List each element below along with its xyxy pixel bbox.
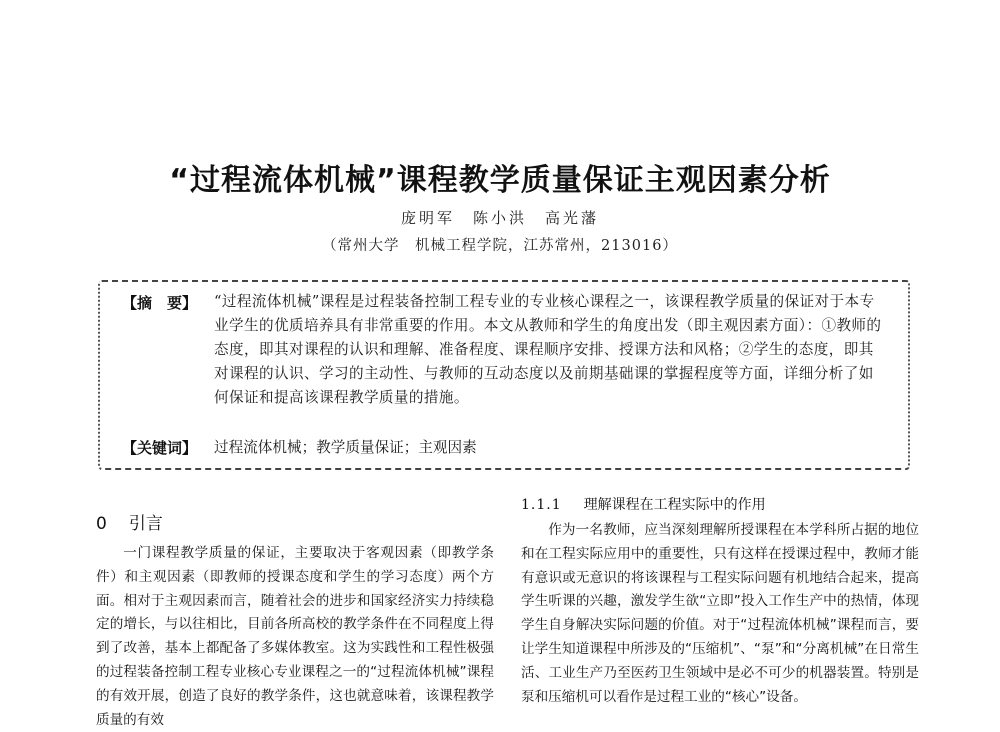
subsection-number: 1.1.1 (521, 497, 562, 513)
subsection-paragraph: 作为一名教师，应当深刻理解所授课程在本学科所占据的地位和在工程实际应用中的重要性，只有这样在授课过程中，教师才能有意识或无意识的将该课程与工程实际问题有机地结合起来，提高学生听课的兴趣，激发学生欲“立即”投入工作生产中的热情，体现学生自身解决实际问题的价值。对于“过程流体机械”课程而言，要让学生知道课程中所涉及的“压缩机”、“泵”和“分离机械”在日常生活、工业生产乃至医药卫生领域中是必不可少的机器装置。特别是泵和压缩机可以看作是过程工业的“核心”设备。 (521, 522, 919, 705)
section-number: 0 (96, 514, 107, 534)
section-heading-intro (96, 509, 163, 534)
left-column (96, 542, 494, 732)
subsection-title: 理解课程在工程实际中的作用 (583, 497, 766, 513)
abstract-text: “过程流体机械”课程是过程装备控制工程专业的专业核心课程之一，该课程教学质量的保证对于本专业学生的优质培养具有非常重要的作用。本文从教师和学生的角度出发（即主观因素方面）：①教师的态度，即其对课程的认识和理解、准备程度、课程顺序安排、授课方法和风格；②学生的态度，即其对课程的认识、学习的主动性、与教师的互动态度以及前期基础课的掌握程度等方面，详细分析了如何保证和提高该课程教学质量的措施。 (214, 293, 882, 406)
keywords-label: 【关键词】 (122, 439, 198, 457)
keywords-text: 过程流体机械；教学质量保证；主观因素 (214, 439, 477, 456)
subsection-heading (521, 494, 766, 514)
section-title: 引言 (128, 514, 163, 534)
affiliation: （常州大学 机械工程学院，江苏常州，213016） (322, 238, 678, 254)
intro-paragraph: 一门课程教学质量的保证，主要取决于客观因素（即教学条件）和主观因素（即教师的授课态度和学生的学习态度）两个方面。相对于主观因素而言，随着社会的进步和国家经济实力持续稳定的增长，与以往相比，目前各所高校的教学条件在不同程度上得到了改善，基本上都配备了多媒体教室。这为实践性和工程性极强的过程装备控制工程专业核心专业课程之一的“过程流体机械”课程的有效开展，创造了良好的教学条件，这也就意味着，该课程教学质量的有效 (96, 545, 494, 728)
paper-title: “过程流体机械”课程教学质量保证主观因素分析 (169, 163, 831, 198)
authors: 庞明军 陈小洪 高光藩 (400, 209, 599, 227)
abstract-label: 【摘 要】 (122, 294, 198, 312)
right-column (521, 519, 919, 709)
